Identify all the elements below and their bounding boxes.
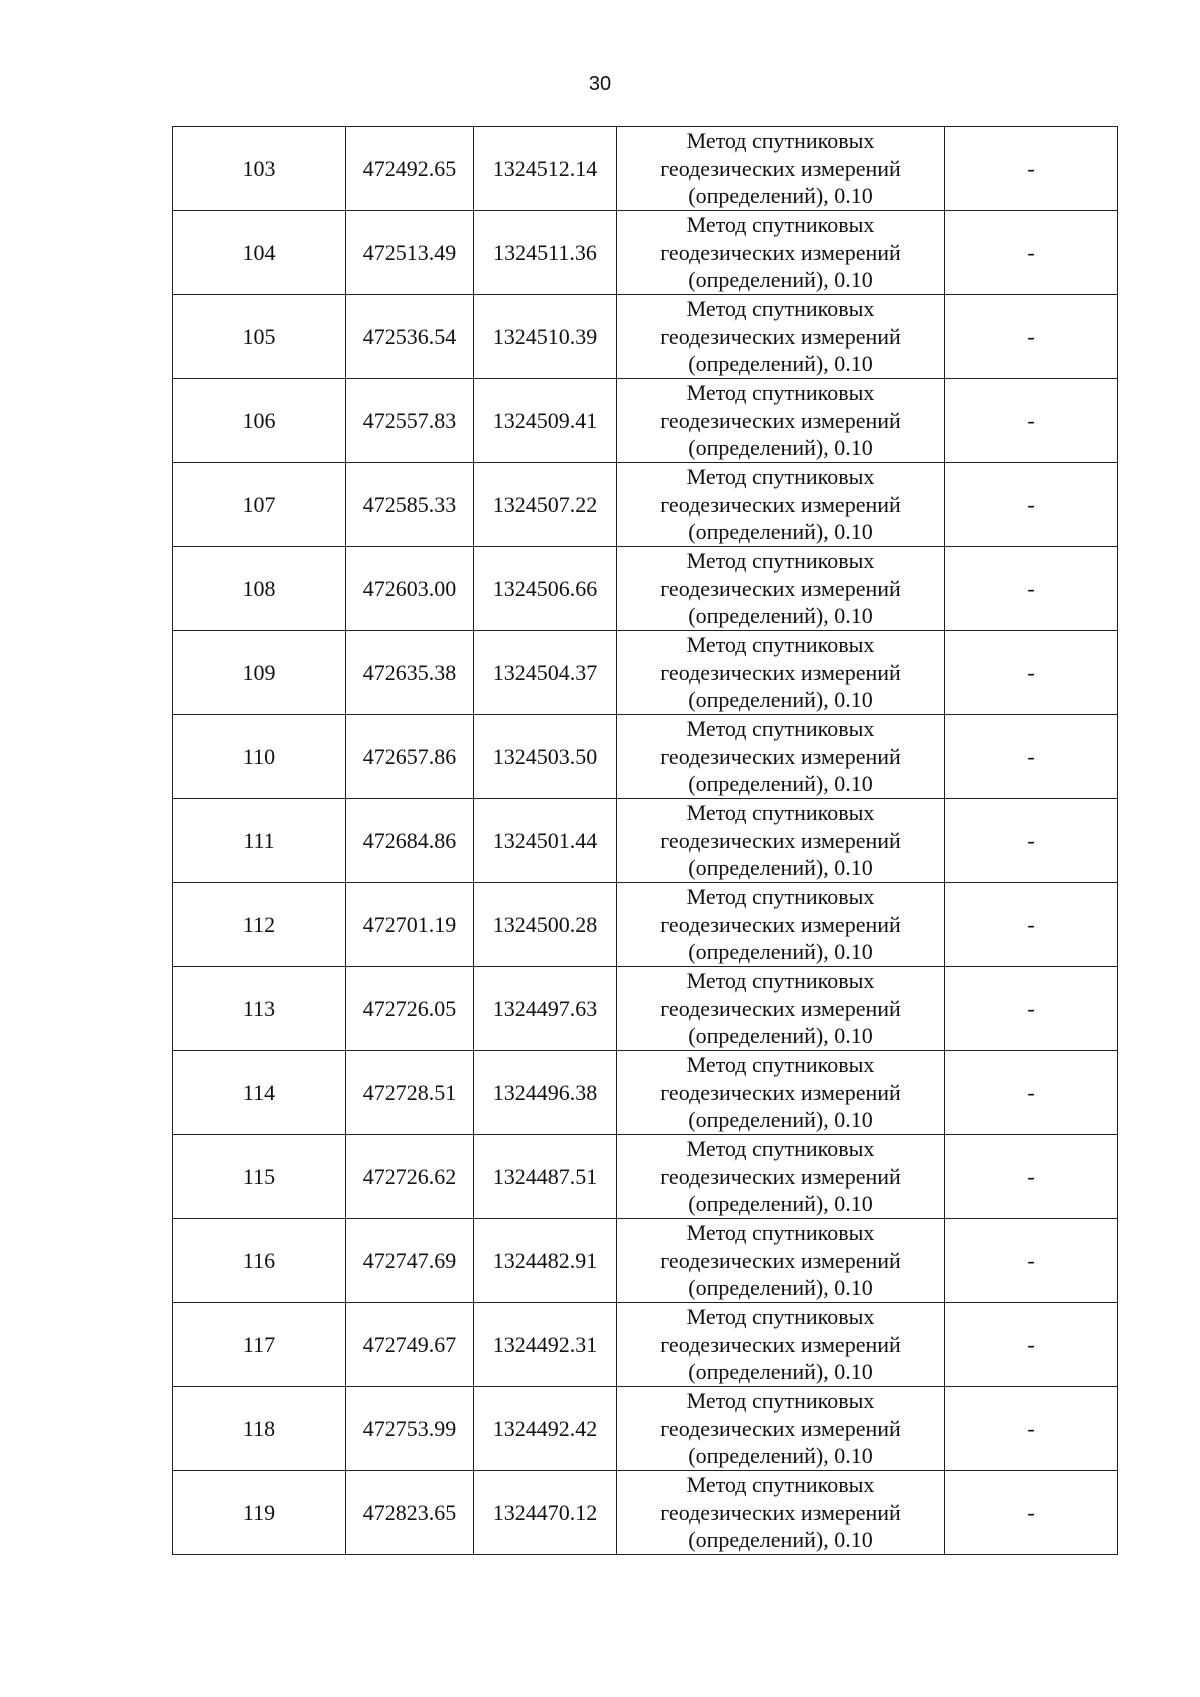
method-cell — [617, 1303, 945, 1387]
method-line: (определений), 0.10 — [688, 939, 873, 965]
point-number-cell: 114 — [173, 1051, 346, 1135]
y-coordinate-cell: 1324507.22 — [474, 463, 617, 547]
method-line: Метод спутниковых — [686, 1304, 875, 1330]
method-cell — [617, 1219, 945, 1303]
method-cell — [617, 715, 945, 799]
method-line: геодезических измерений — [660, 1247, 901, 1273]
note-cell: - — [945, 883, 1118, 967]
y-coordinate-cell: 1324470.12 — [474, 1471, 617, 1555]
y-coordinate-cell: 1324500.28 — [474, 883, 617, 967]
method-cell — [617, 211, 945, 295]
method-line: (определений), 0.10 — [688, 771, 873, 797]
y-coordinate-cell: 1324496.38 — [474, 1051, 617, 1135]
method-line: Метод спутниковых — [686, 716, 875, 742]
method-line: Метод спутниковых — [686, 884, 875, 910]
method-line: (определений), 0.10 — [688, 603, 873, 629]
method-cell — [617, 379, 945, 463]
method-cell — [617, 463, 945, 547]
method-line: геодезических измерений — [660, 155, 901, 181]
method-line: геодезических измерений — [660, 323, 901, 349]
method-line: геодезических измерений — [660, 743, 901, 769]
note-cell: - — [945, 547, 1118, 631]
x-coordinate-cell: 472749.67 — [346, 1303, 474, 1387]
y-coordinate-cell: 1324482.91 — [474, 1219, 617, 1303]
table-row — [173, 295, 1118, 379]
x-coordinate-cell: 472657.86 — [346, 715, 474, 799]
method-line: (определений), 0.10 — [688, 267, 873, 293]
note-cell: - — [945, 1219, 1118, 1303]
x-coordinate-cell: 472603.00 — [346, 547, 474, 631]
method-cell — [617, 1135, 945, 1219]
method-cell — [617, 127, 945, 211]
table-row — [173, 379, 1118, 463]
method-line: геодезических измерений — [660, 911, 901, 937]
coordinates-table-body — [173, 127, 1118, 1555]
method-line: Метод спутниковых — [686, 380, 875, 406]
y-coordinate-cell: 1324504.37 — [474, 631, 617, 715]
y-coordinate-cell: 1324492.42 — [474, 1387, 617, 1471]
method-line: геодезических измерений — [660, 491, 901, 517]
x-coordinate-cell: 472747.69 — [346, 1219, 474, 1303]
table-row — [173, 1387, 1118, 1471]
method-line: Метод спутниковых — [686, 1136, 875, 1162]
method-line: (определений), 0.10 — [688, 1443, 873, 1469]
point-number-cell: 104 — [173, 211, 346, 295]
method-line: Метод спутниковых — [686, 296, 875, 322]
x-coordinate-cell: 472728.51 — [346, 1051, 474, 1135]
method-line: (определений), 0.10 — [688, 1191, 873, 1217]
x-coordinate-cell: 472726.05 — [346, 967, 474, 1051]
method-line: (определений), 0.10 — [688, 1359, 873, 1385]
x-coordinate-cell: 472513.49 — [346, 211, 474, 295]
method-line: Метод спутниковых — [686, 1472, 875, 1498]
method-cell — [617, 883, 945, 967]
method-cell — [617, 547, 945, 631]
point-number-cell: 103 — [173, 127, 346, 211]
point-number-cell: 116 — [173, 1219, 346, 1303]
method-line: Метод спутниковых — [686, 128, 875, 154]
point-number-cell: 115 — [173, 1135, 346, 1219]
page-number: 30 — [588, 73, 612, 95]
point-number-cell: 112 — [173, 883, 346, 967]
y-coordinate-cell: 1324511.36 — [474, 211, 617, 295]
note-cell: - — [945, 967, 1118, 1051]
method-line: (определений), 0.10 — [688, 435, 873, 461]
method-line: (определений), 0.10 — [688, 1107, 873, 1133]
method-line: (определений), 0.10 — [688, 519, 873, 545]
table-row — [173, 883, 1118, 967]
method-line: геодезических измерений — [660, 1079, 901, 1105]
note-cell: - — [945, 715, 1118, 799]
note-cell: - — [945, 1471, 1118, 1555]
point-number-cell: 110 — [173, 715, 346, 799]
method-line: геодезических измерений — [660, 1499, 901, 1525]
table-row — [173, 127, 1118, 211]
method-line: Метод спутниковых — [686, 548, 875, 574]
x-coordinate-cell: 472585.33 — [346, 463, 474, 547]
point-number-cell: 113 — [173, 967, 346, 1051]
table-row — [173, 1051, 1118, 1135]
method-line: геодезических измерений — [660, 1331, 901, 1357]
method-line: Метод спутниковых — [686, 968, 875, 994]
y-coordinate-cell: 1324503.50 — [474, 715, 617, 799]
method-line: (определений), 0.10 — [688, 1275, 873, 1301]
method-line: Метод спутниковых — [686, 800, 875, 826]
y-coordinate-cell: 1324487.51 — [474, 1135, 617, 1219]
method-cell — [617, 1051, 945, 1135]
y-coordinate-cell: 1324501.44 — [474, 799, 617, 883]
method-cell — [617, 1387, 945, 1471]
note-cell: - — [945, 127, 1118, 211]
point-number-cell: 105 — [173, 295, 346, 379]
method-cell — [617, 799, 945, 883]
y-coordinate-cell: 1324497.63 — [474, 967, 617, 1051]
y-coordinate-cell: 1324510.39 — [474, 295, 617, 379]
method-line: (определений), 0.10 — [688, 1527, 873, 1553]
note-cell: - — [945, 379, 1118, 463]
point-number-cell: 107 — [173, 463, 346, 547]
table-row — [173, 463, 1118, 547]
note-cell: - — [945, 1135, 1118, 1219]
table-row — [173, 631, 1118, 715]
method-line: геодезических измерений — [660, 827, 901, 853]
table-row — [173, 1471, 1118, 1555]
point-number-cell: 117 — [173, 1303, 346, 1387]
note-cell: - — [945, 1387, 1118, 1471]
x-coordinate-cell: 472635.38 — [346, 631, 474, 715]
method-line: Метод спутниковых — [686, 212, 875, 238]
point-number-cell: 111 — [173, 799, 346, 883]
point-number-cell: 106 — [173, 379, 346, 463]
table-row — [173, 211, 1118, 295]
method-line: (определений), 0.10 — [688, 1023, 873, 1049]
point-number-cell: 119 — [173, 1471, 346, 1555]
coordinates-table — [172, 126, 1118, 1555]
note-cell: - — [945, 799, 1118, 883]
point-number-cell: 108 — [173, 547, 346, 631]
method-line: геодезических измерений — [660, 995, 901, 1021]
x-coordinate-cell: 472701.19 — [346, 883, 474, 967]
method-line: геодезических измерений — [660, 239, 901, 265]
method-cell — [617, 631, 945, 715]
y-coordinate-cell: 1324509.41 — [474, 379, 617, 463]
x-coordinate-cell: 472726.62 — [346, 1135, 474, 1219]
note-cell: - — [945, 463, 1118, 547]
method-line: Метод спутниковых — [686, 1388, 875, 1414]
note-cell: - — [945, 295, 1118, 379]
method-line: геодезических измерений — [660, 659, 901, 685]
table-row — [173, 799, 1118, 883]
point-number-cell: 109 — [173, 631, 346, 715]
method-cell — [617, 967, 945, 1051]
table-row — [173, 967, 1118, 1051]
method-line: Метод спутниковых — [686, 632, 875, 658]
method-line: Метод спутниковых — [686, 464, 875, 490]
point-number-cell: 118 — [173, 1387, 346, 1471]
note-cell: - — [945, 1051, 1118, 1135]
method-cell — [617, 1471, 945, 1555]
note-cell: - — [945, 1303, 1118, 1387]
table-row — [173, 1303, 1118, 1387]
y-coordinate-cell: 1324506.66 — [474, 547, 617, 631]
y-coordinate-cell: 1324512.14 — [474, 127, 617, 211]
method-line: геодезических измерений — [660, 575, 901, 601]
x-coordinate-cell: 472684.86 — [346, 799, 474, 883]
method-line: (определений), 0.10 — [688, 687, 873, 713]
method-cell — [617, 295, 945, 379]
note-cell: - — [945, 631, 1118, 715]
method-line: геодезических измерений — [660, 1415, 901, 1441]
table-row — [173, 1219, 1118, 1303]
method-line: геодезических измерений — [660, 1163, 901, 1189]
table-row — [173, 547, 1118, 631]
x-coordinate-cell: 472823.65 — [346, 1471, 474, 1555]
method-line: (определений), 0.10 — [688, 183, 873, 209]
method-line: Метод спутниковых — [686, 1052, 875, 1078]
x-coordinate-cell: 472536.54 — [346, 295, 474, 379]
table-row — [173, 1135, 1118, 1219]
x-coordinate-cell: 472492.65 — [346, 127, 474, 211]
method-line: (определений), 0.10 — [688, 855, 873, 881]
method-line: Метод спутниковых — [686, 1220, 875, 1246]
method-line: (определений), 0.10 — [688, 351, 873, 377]
method-line: геодезических измерений — [660, 407, 901, 433]
x-coordinate-cell: 472753.99 — [346, 1387, 474, 1471]
y-coordinate-cell: 1324492.31 — [474, 1303, 617, 1387]
table-row — [173, 715, 1118, 799]
note-cell: - — [945, 211, 1118, 295]
x-coordinate-cell: 472557.83 — [346, 379, 474, 463]
